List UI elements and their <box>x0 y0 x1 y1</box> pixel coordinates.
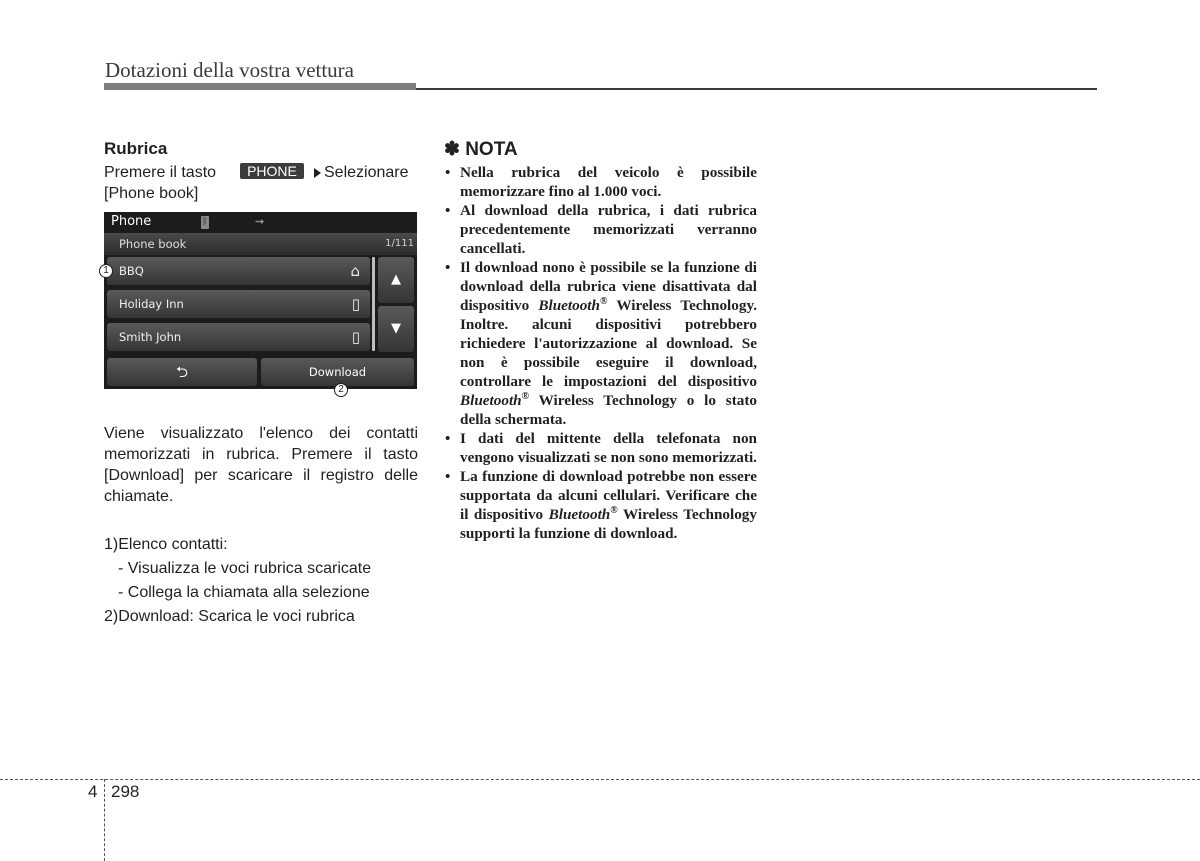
page-number: 298 <box>111 782 140 801</box>
nota-item-text: Wireless Technology supporti la funzione di download. <box>460 506 757 542</box>
description-paragraph: Viene visualizzato l'elenco dei contatti memorizzati in rubrica. Premere il tasto [Download] per scaricare il registro delle chiamate. <box>104 425 418 505</box>
list-item: - Collega la chiamata alla selezione <box>118 584 370 601</box>
nota-item-text: Nella rubrica del veicolo è possibile memorizzare fino al 1.000 voci. <box>460 164 757 200</box>
list-item: - Visualizza le voci rubrica scaricate <box>118 560 372 577</box>
download-label: Download <box>308 365 367 379</box>
nota-item <box>444 258 757 429</box>
callout-marker: 2 <box>334 383 348 397</box>
nota-item-text: Wireless Technology o lo stato della schermata. <box>460 392 757 428</box>
screen-subtitle: Phone book <box>119 237 187 251</box>
contact-name: Holiday Inn <box>119 297 184 311</box>
registered-mark: ® <box>521 390 530 402</box>
screen-subheader <box>104 233 417 255</box>
arrow-up-icon: ▲ <box>391 272 401 287</box>
nota-list <box>444 163 757 543</box>
bluetooth-icon: ᛒ <box>202 217 208 227</box>
home-icon: ⌂ <box>350 262 360 280</box>
contact-name: BBQ <box>119 264 144 278</box>
nota-box <box>444 138 757 543</box>
usb-icon: ⇝ <box>255 215 265 228</box>
chapter-number: 4 <box>88 782 98 801</box>
nota-title: ✽ NOTA <box>444 139 518 160</box>
header-rule <box>104 83 416 90</box>
scroll-down-button[interactable] <box>378 306 414 352</box>
mobile-phone-icon: ▯ <box>351 295 360 313</box>
contact-row[interactable] <box>107 323 370 351</box>
nota-item <box>444 429 757 467</box>
footer-divider <box>0 779 1200 780</box>
brand-name: Bluetooth <box>548 506 611 523</box>
header-rule-thin <box>416 88 1097 90</box>
mobile-phone-icon: ▯ <box>351 328 360 346</box>
scroll-up-button[interactable] <box>378 257 414 303</box>
nota-item-text: Wireless Technology. Inoltre. alcuni dispositivi potrebbero richiedere l'autorizzazione al download. Se non è possibile eseguire il download, controllare le impostazioni del dispositivo <box>460 297 757 390</box>
nota-item-text: Al download della rubrica, i dati rubrica precedentemente memorizzati verranno cancellati. <box>460 202 757 257</box>
back-button[interactable] <box>107 358 257 386</box>
list-item: 1)Elenco contatti: <box>104 536 228 553</box>
phonebook-screen <box>103 212 417 395</box>
phone-key-label: PHONE <box>240 163 304 179</box>
instruction-target: [Phone book] <box>104 185 199 202</box>
instruction-prefix: Premere il tasto <box>104 164 217 181</box>
brand-name: Bluetooth <box>460 392 522 409</box>
nota-item-text: I dati del mittente della telefonata non vengono visualizzati se non sono memorizzati. <box>460 430 757 466</box>
instruction <box>104 162 418 204</box>
download-button[interactable] <box>261 358 414 386</box>
list-item: 2)Download: Scarica le voci rubrica <box>104 608 355 625</box>
contact-row[interactable] <box>107 290 370 318</box>
nota-item <box>444 201 757 258</box>
arrow-right-icon <box>314 168 321 178</box>
brand-name: Bluetooth <box>538 297 600 314</box>
arrow-down-icon: ▼ <box>391 321 401 336</box>
back-icon: ⮌ <box>175 363 188 381</box>
registered-mark: ® <box>599 295 608 307</box>
screen-title: Phone <box>111 214 152 229</box>
contact-row[interactable] <box>107 257 370 285</box>
callout-marker: 1 <box>99 264 113 278</box>
nota-item-text: Il download nono è possibile se la funzione di download della rubrica viene disattivata dal dispositivo <box>460 259 757 314</box>
header-title: Dotazioni della vostra vettura <box>105 58 354 82</box>
instruction-action: Selezionare <box>324 164 409 181</box>
nota-item-text: La funzione di download potrebbe non essere supportata da alcuni cellulari. Verificare che il dispositivo <box>460 468 757 523</box>
feature-list <box>104 533 418 629</box>
contact-name: Smith John <box>119 330 182 344</box>
section-title: Rubrica <box>104 139 168 158</box>
nota-item <box>444 163 757 201</box>
contact-count: 1/111 <box>385 238 414 249</box>
footer-vertical-divider <box>104 779 105 861</box>
nota-item <box>444 467 757 543</box>
registered-mark: ® <box>610 504 618 516</box>
scrollbar[interactable] <box>372 257 375 351</box>
